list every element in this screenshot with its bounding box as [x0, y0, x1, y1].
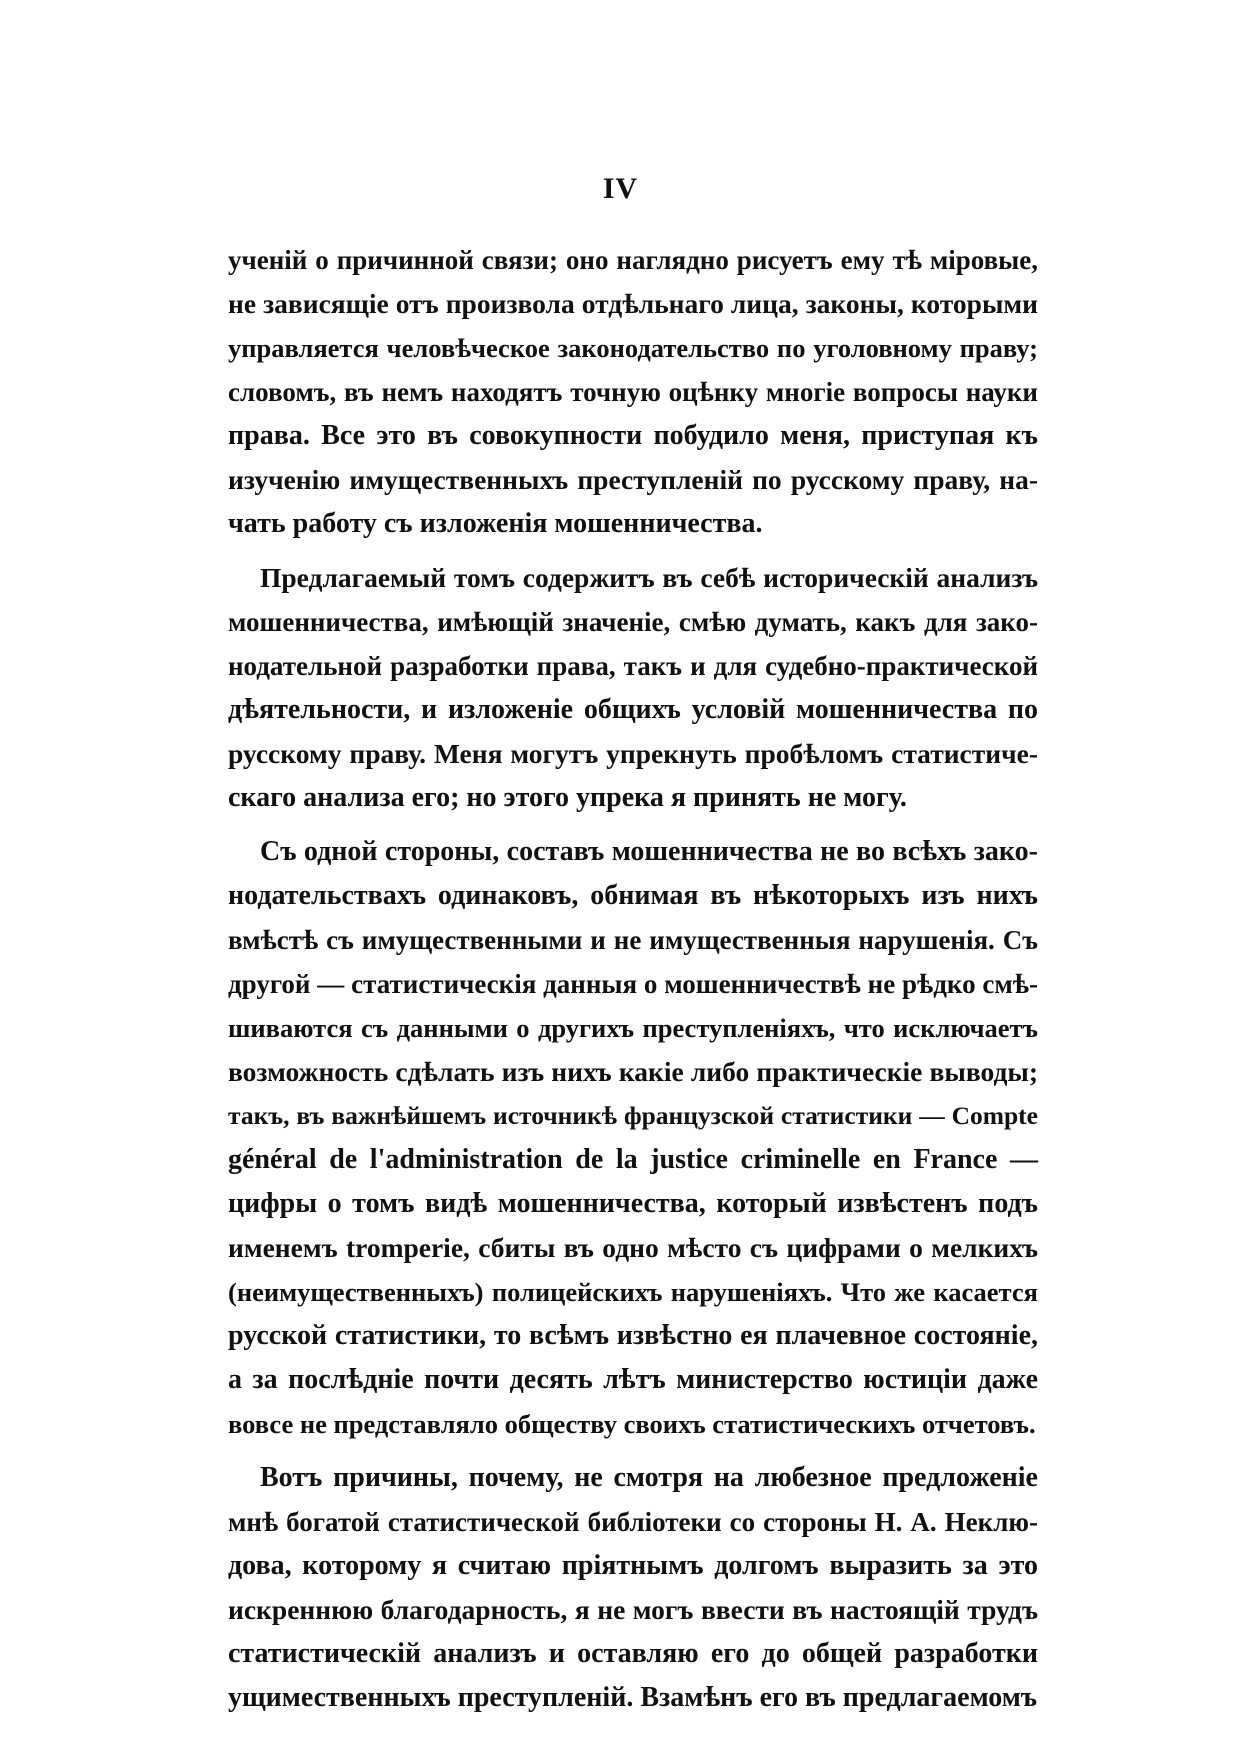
- text-line: дѣятельности, и изложеніе общихъ условій мошенничества по: [228, 694, 1038, 725]
- text-line: не зависящіе отъ произвола отдѣльнаго лица, законы, которыми: [228, 288, 1038, 319]
- text-line: нодательствахъ одинаковъ, обнимая въ нѣкоторыхъ изъ нихъ: [228, 880, 1038, 911]
- text-line: цифры о томъ видѣ мошенничества, который извѣстенъ подъ: [228, 1188, 1038, 1219]
- text-line: вовсе не представляло обществу своихъ статистическихъ отчетовъ.: [228, 1409, 1036, 1439]
- text-line: мнѣ богатой статистической библіотеки со стороны Н. А. Неклю-: [228, 1507, 1038, 1537]
- text-line: статистическій анализъ и оставляю его до общей разработки: [228, 1638, 1038, 1669]
- text-line: шиваются съ данными о другихъ преступленіяхъ, что исключаетъ: [228, 1013, 1038, 1043]
- paragraph: [228, 238, 1038, 546]
- paragraph: [228, 830, 1038, 1446]
- text-line: вмѣстѣ съ имущественными и не имущественныя нарушенія. Съ: [228, 925, 1038, 955]
- text-line: изученію имущественныхъ преступленій по русскому праву, на-: [228, 464, 1038, 495]
- text-line: русской статистики, то всѣмъ извѣстно ея плачевное состояніе,: [228, 1320, 1038, 1351]
- text-line: искреннюю благодарность, я не могъ ввести въ настоящій трудъ: [228, 1594, 1038, 1625]
- text-line: Предлагаемый томъ содержитъ въ себѣ историческій анализъ: [260, 562, 1038, 593]
- text-line: ущимественныхъ преступленій. Взамѣнъ его въ предлагаемомъ: [228, 1682, 1038, 1713]
- text-line: дова, которому я считаю пріятнымъ долгомъ выразить за это: [228, 1550, 1038, 1581]
- text-line: чать работу съ изложенія мошенничества.: [228, 508, 763, 539]
- paragraph: [228, 1456, 1038, 1720]
- text-line: именемъ tromperie, сбиты въ одно мѣсто съ цифрами о мелкихъ: [228, 1232, 1038, 1263]
- text-line: возможность сдѣлать изъ нихъ какіе либо практическіе выводы;: [228, 1056, 1038, 1087]
- paragraph: [228, 556, 1038, 820]
- text-line: Вотъ причины, почему, не смотря на любезное предложеніе: [260, 1462, 1038, 1493]
- text-line: скаго анализа его; но этого упрека я принять не могу.: [228, 782, 907, 813]
- text-line: русскому праву. Меня могутъ упрекнуть пробѣломъ статистиче-: [228, 738, 1038, 769]
- text-line: нодательной разработки права, такъ и для судебно-практической: [228, 651, 1038, 681]
- text-line: а за послѣдніе почти десять лѣтъ министерство юстиціи даже: [228, 1364, 1038, 1395]
- body-text: [228, 238, 1038, 1730]
- text-line: général de l'administration de la justice criminelle en France —: [228, 1144, 1038, 1175]
- text-line: мошенничества, имѣющій значеніе, смѣю думать, какъ для зако-: [228, 607, 1038, 637]
- text-line: управляется человѣческое законодательство по уголовному праву;: [228, 333, 1038, 363]
- text-line: словомъ, въ немъ находятъ точную оцѣнку многіе вопросы науки: [228, 377, 1038, 407]
- text-line: Съ одной стороны, составъ мошенничества не во всѣхъ зако-: [260, 836, 1038, 867]
- page-number: IV: [602, 172, 639, 205]
- text-line: другой — статистическія данныя о мошенничествѣ не рѣдко смѣ-: [228, 969, 1038, 999]
- text-line: ученій о причинной связи; оно наглядно рисуетъ ему тѣ міровые,: [228, 245, 1038, 275]
- text-line: права. Все это въ совокупности побудило меня, приступая къ: [228, 420, 1038, 451]
- text-line: (неимущественныхъ) полицейскихъ нарушеніяхъ. Что же касается: [228, 1277, 1038, 1307]
- text-line: такъ, въ важнѣйшемъ источникѣ французской статистики — Compte: [228, 1101, 1038, 1130]
